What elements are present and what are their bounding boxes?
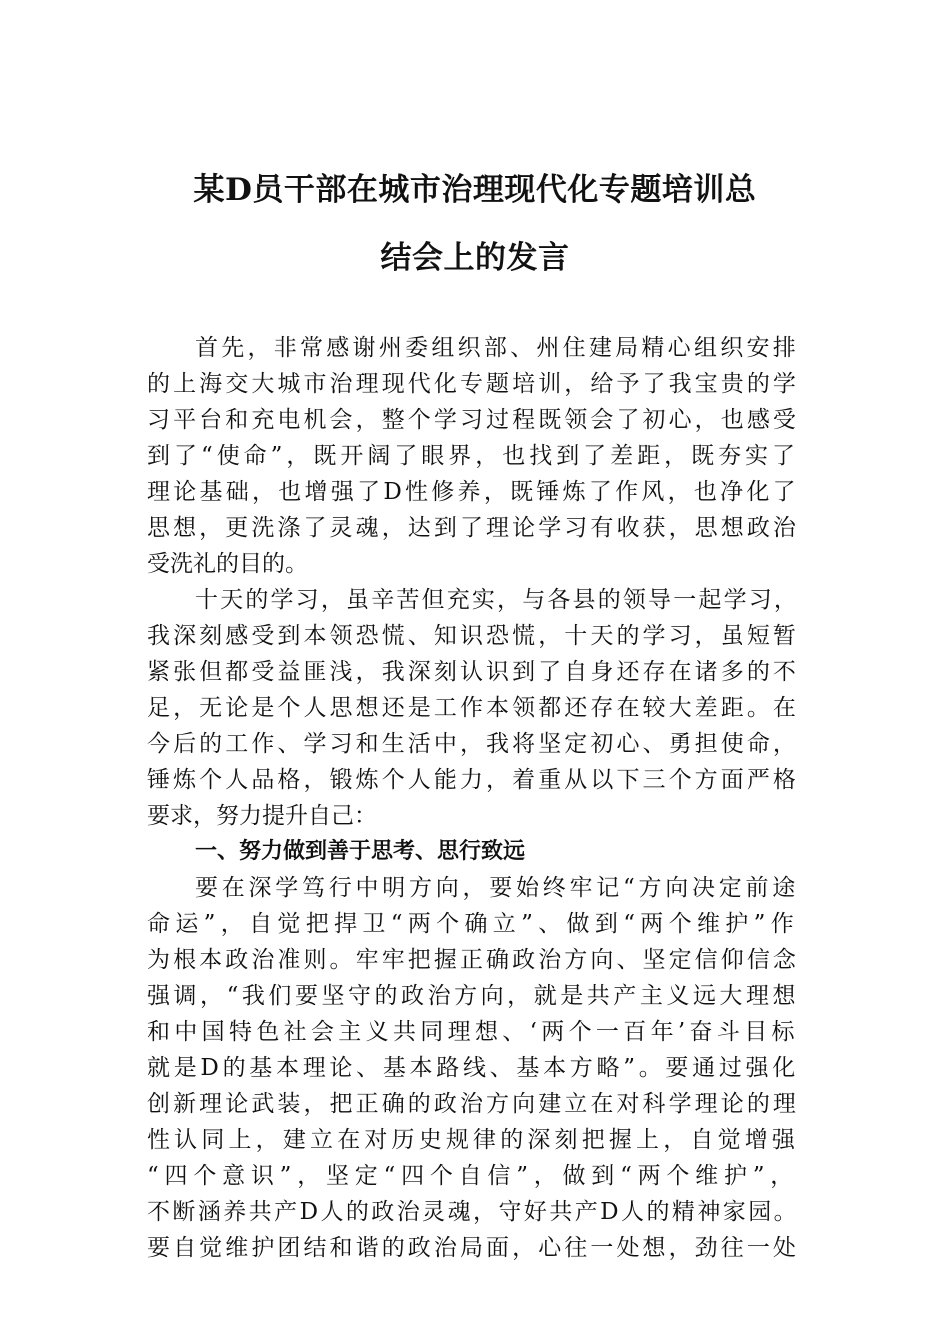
body-line: 和中国特色社会主义共同理想、‘两个一百年’奋斗目标 (147, 1019, 799, 1045)
body-line: 十天的学习，虽辛苦但充实，与各县的领导一起学习， (195, 587, 800, 613)
body-line: 思想，更洗涤了灵魂，达到了理论学习有收获，思想政治 (147, 515, 799, 541)
body-line: 习平台和充电机会，整个学习过程既领会了初心，也感受 (147, 407, 799, 433)
body-line: 首先，非常感谢州委组织部、州住建局精心组织安排 (195, 335, 799, 361)
body-line: 创新理论武装，把正确的政治方向建立在对科学理论的理 (147, 1091, 799, 1117)
body-line: 今后的工作、学习和生活中，我将坚定初心、勇担使命， (147, 731, 799, 757)
body-line: “四个意识”，坚定“四个自信”，做到“两个维护”， (147, 1163, 800, 1189)
body-line: 强调，“我们要坚守的政治方向，就是共产主义远大理想 (147, 983, 800, 1009)
body-line: 足，无论是个人思想还是工作本领都还存在较大差距。在 (147, 695, 799, 721)
section-heading: 一、努力做到善于思考、思行致远 (195, 839, 526, 864)
body-line: 要求，努力提升自己： (147, 803, 377, 829)
body-line: 要自觉维护团结和谐的政治局面，心往一处想，劲往一处 (147, 1235, 799, 1261)
body-line: 的上海交大城市治理现代化专题培训，给予了我宝贵的学 (147, 371, 799, 397)
body-line: 性认同上，建立在对历史规律的深刻把握上，自觉增强 (147, 1127, 800, 1153)
body-line: 受洗礼的目的。 (147, 551, 308, 577)
body-line: 到了“使命”，既开阔了眼界，也找到了差距，既夯实了 (147, 443, 800, 469)
body-line: 不断涵养共产D人的政治灵魂，守好共产D人的精神家园。 (147, 1199, 800, 1225)
body-line: 就是D的基本理论、基本路线、基本方略”。要通过强化 (147, 1055, 799, 1081)
document-title-line-1: 某D员干部在城市治理现代化专题培训总 (193, 172, 757, 208)
body-line: 我深刻感受到本领恐慌、知识恐慌，十天的学习，虽短暂 (147, 623, 799, 649)
body-line: 紧张但都受益匪浅，我深刻认识到了自身还存在诸多的不 (147, 659, 799, 685)
document-title-line-2: 结会上的发言 (380, 240, 570, 276)
body-line: 命运”，自觉把捍卫“两个确立”、做到“两个维护”作 (147, 911, 800, 937)
body-line: 锤炼个人品格，锻炼个人能力，着重从以下三个方面严格 (147, 767, 799, 793)
body-line: 理论基础，也增强了D性修养，既锤炼了作风，也净化了 (147, 479, 799, 505)
body-line: 要在深学笃行中明方向，要始终牢记“方向决定前途 (195, 875, 800, 901)
body-line: 为根本政治准则。牢牢把握正确政治方向、坚定信仰信念 (147, 947, 799, 973)
